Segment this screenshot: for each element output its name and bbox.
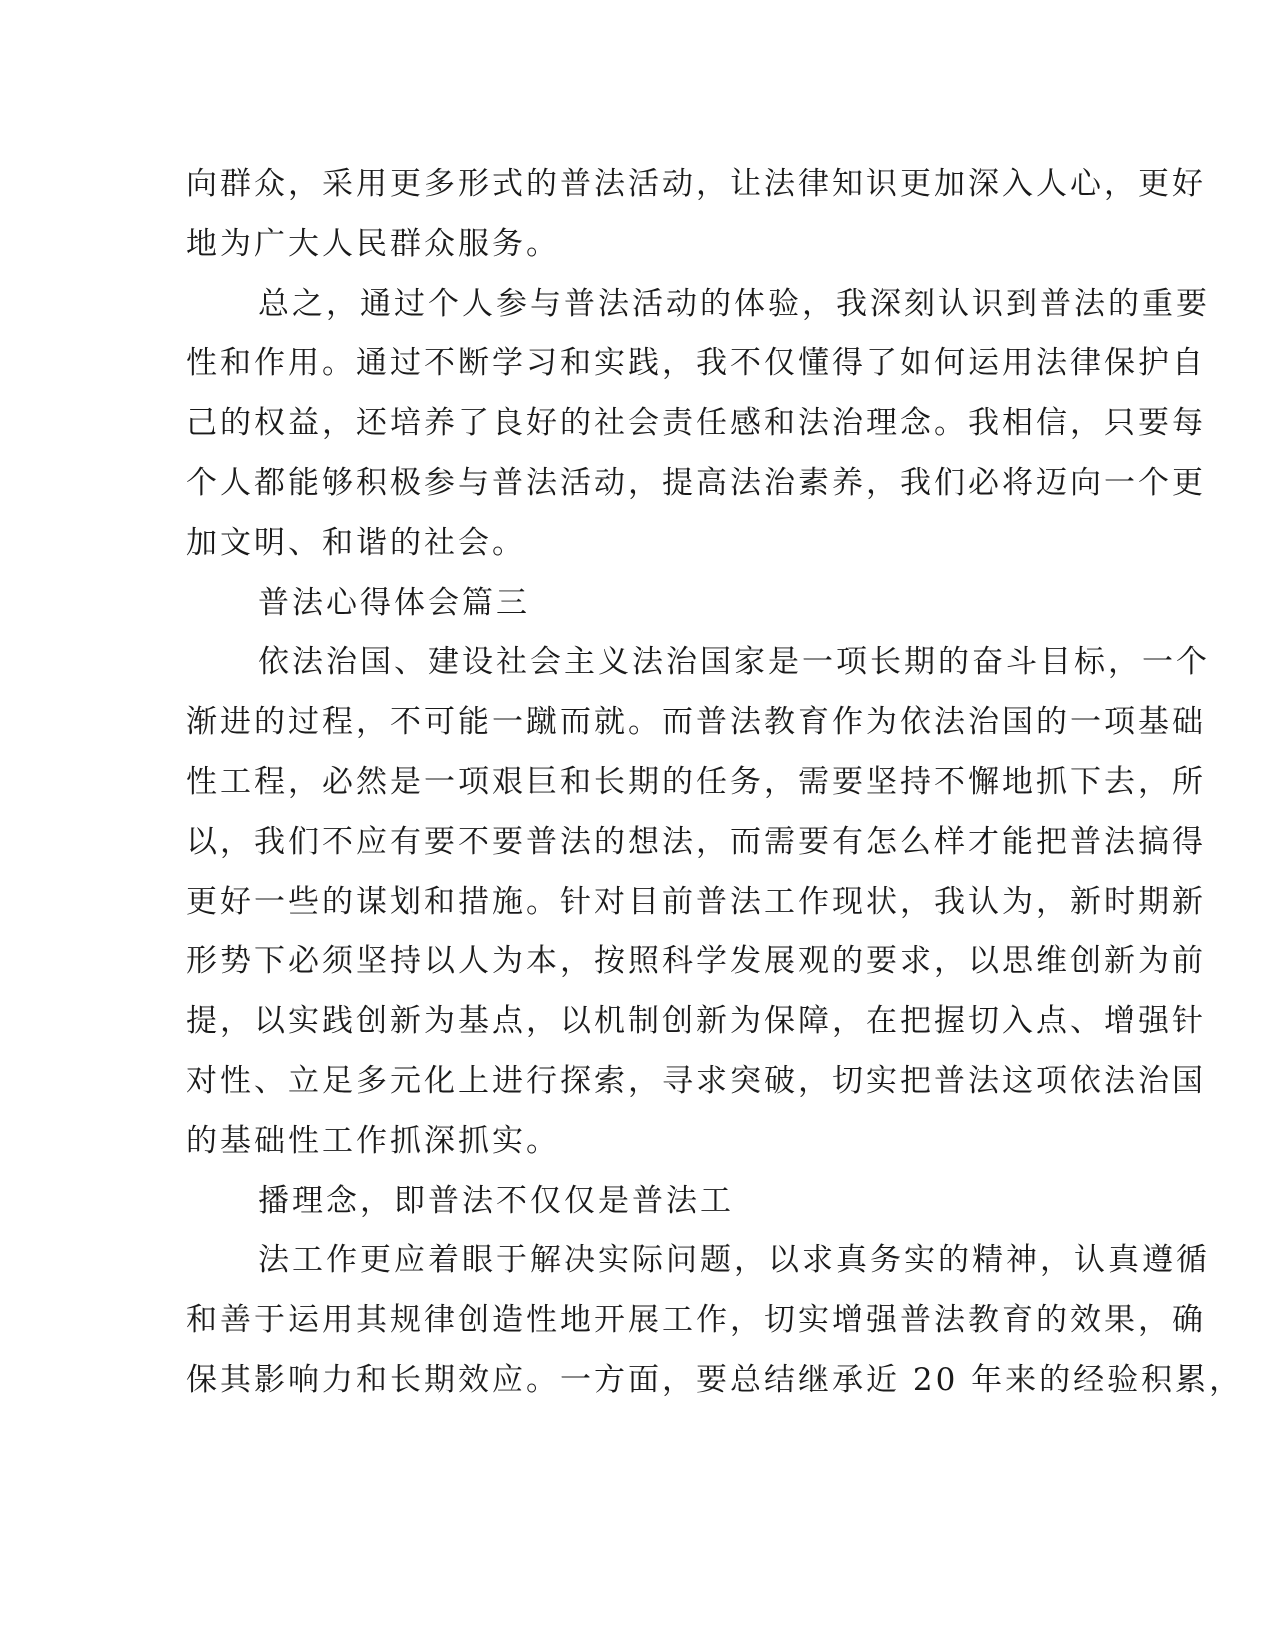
text-line: 的基础性工作抓深抓实。 — [186, 1122, 560, 1159]
section-heading: 普法心得体会篇三 — [258, 584, 530, 621]
text-line: 己的权益，还培养了良好的社会责任感和法治理念。我相信，只要每 — [186, 405, 1206, 442]
text-line: 以，我们不应有要不要普法的想法，而需要有怎么样才能把普法搞得 — [186, 823, 1206, 860]
text-line: 提，以实践创新为基点，以机制创新为保障，在把握切入点、增强针 — [186, 1003, 1206, 1040]
text-line: 对性、立足多元化上进行探索，寻求突破，切实把普法这项依法治国 — [186, 1062, 1206, 1099]
text-line: 保其影响力和长期效应。一方面，要总结继承近 20 年来的经验积累， — [186, 1361, 1244, 1398]
text-line: 性工程，必然是一项艰巨和长期的任务，需要坚持不懈地抓下去，所 — [186, 763, 1206, 800]
paragraph-start-line: 播理念，即普法不仅仅是普法工 — [258, 1182, 734, 1219]
text-line: 地为广大人民群众服务。 — [186, 225, 560, 262]
paragraph-start-line: 总之，通过个人参与普法活动的体验，我深刻认识到普法的重要 — [258, 285, 1210, 322]
text-line: 渐进的过程，不可能一蹴而就。而普法教育作为依法治国的一项基础 — [186, 704, 1206, 741]
text-line: 和善于运用其规律创造性地开展工作，切实增强普法教育的效果，确 — [186, 1302, 1206, 1339]
paragraph-start-line: 依法治国、建设社会主义法治国家是一项长期的奋斗目标，一个 — [258, 644, 1210, 681]
text-line: 向群众，采用更多形式的普法活动，让法律知识更加深入人心，更好 — [186, 166, 1206, 202]
document-body — [186, 155, 1244, 1411]
text-line: 性和作用。通过不断学习和实践，我不仅懂得了如何运用法律保护自 — [186, 345, 1206, 382]
text-line: 加文明、和谐的社会。 — [186, 524, 526, 561]
text-line: 形势下必须坚持以人为本，按照科学发展观的要求，以思维创新为前 — [186, 943, 1206, 980]
paragraph-start-line: 法工作更应着眼于解决实际问题，以求真务实的精神，认真遵循 — [258, 1242, 1210, 1279]
text-line: 个人都能够积极参与普法活动，提高法治素养，我们必将迈向一个更 — [186, 464, 1206, 501]
text-line: 更好一些的谋划和措施。针对目前普法工作现状，我认为，新时期新 — [186, 883, 1206, 920]
